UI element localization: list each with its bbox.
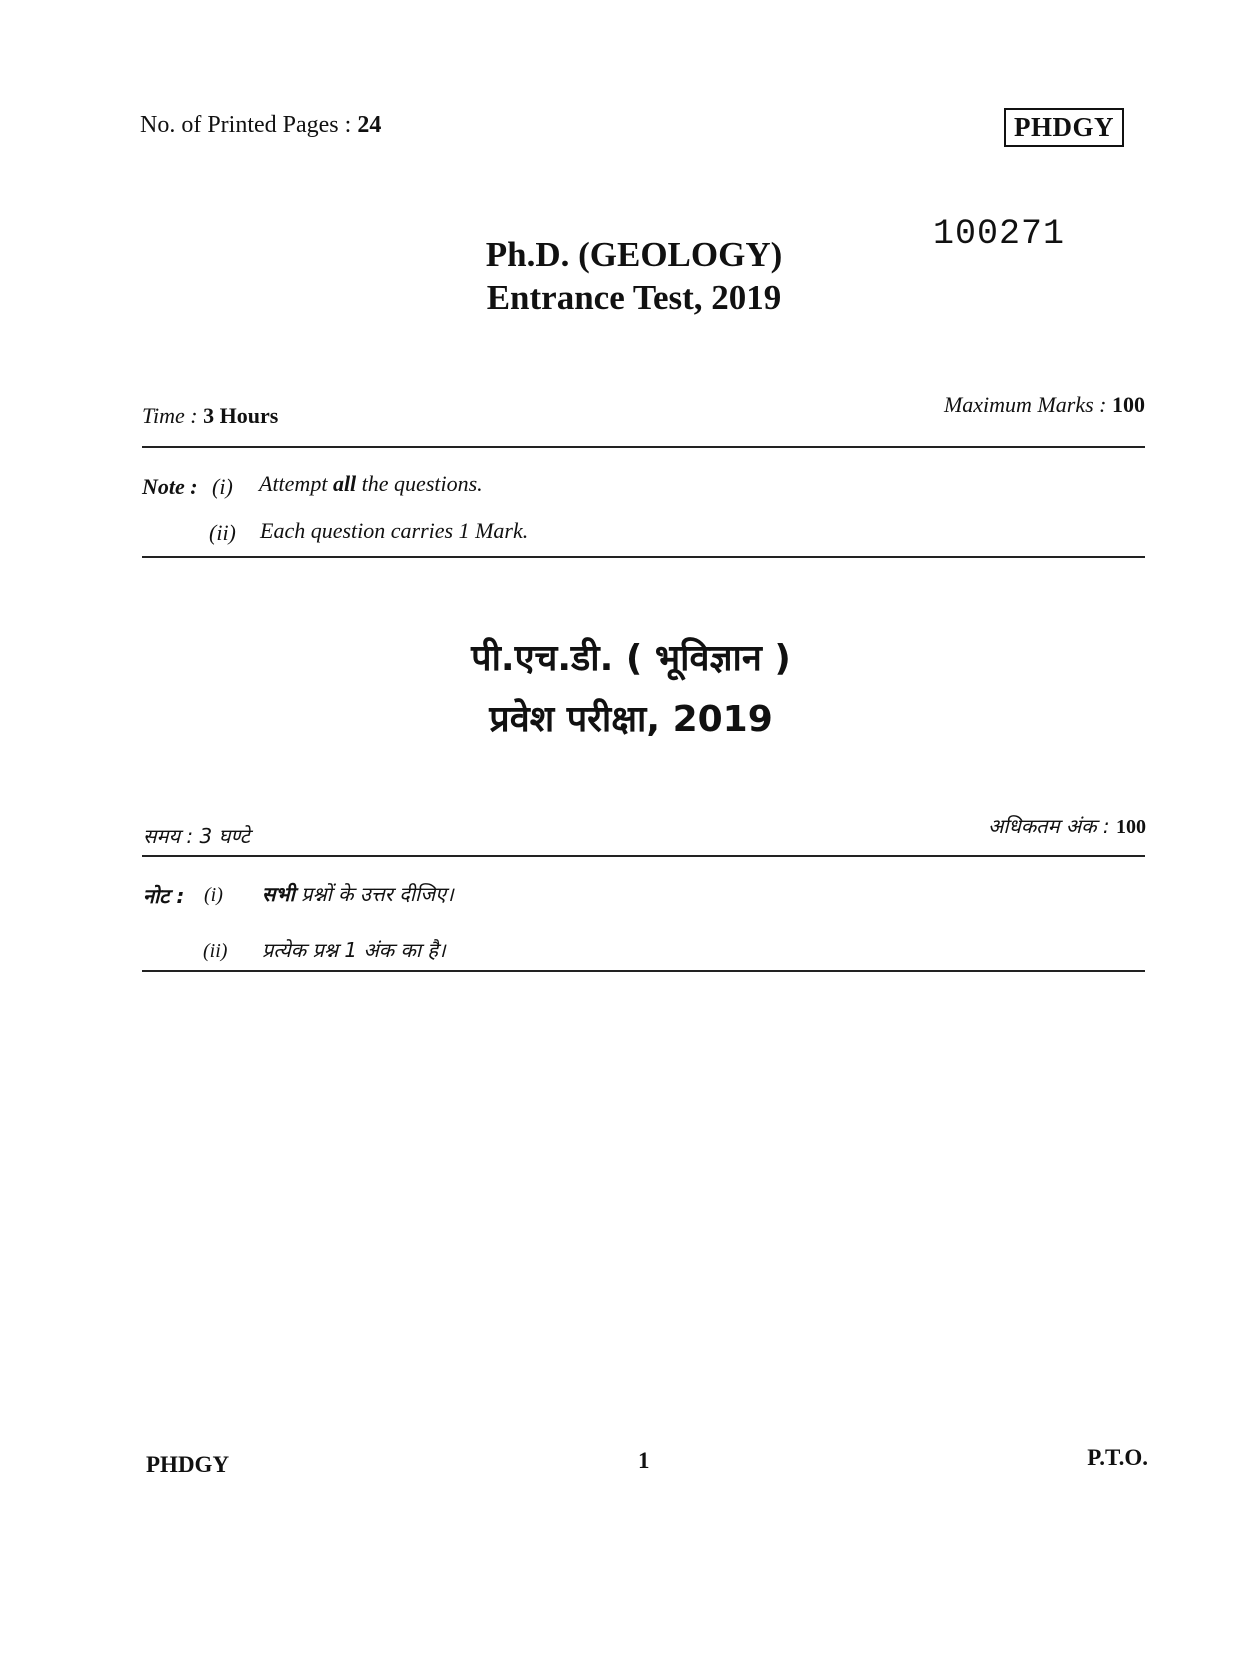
exam-subtitle-hi: प्रवेश परीक्षा, 2019 (489, 699, 773, 740)
note-text-bold: all (332, 471, 357, 496)
note-text-post: प्रश्नों के उत्तर दीजिए। (294, 882, 454, 906)
note-number: (i) (204, 884, 223, 906)
marks-label-hi: अधिकतम अंक : (988, 814, 1116, 838)
time-allowed-hi: समय : 3 घण्टे (143, 824, 250, 848)
exam-title-en: Ph.D. (GEOLOGY) (485, 235, 783, 274)
note-item-en: Each question carries 1 Mark. (260, 518, 529, 543)
note-label-en: Note : (142, 474, 198, 499)
please-turn-over: P.T.O. (1087, 1445, 1148, 1470)
time-label-en: Time : (142, 403, 204, 428)
exam-subtitle-en: Entrance Test, 2019 (486, 278, 782, 317)
page-number: 1 (638, 1448, 650, 1473)
printed-pages-count (140, 112, 381, 139)
divider (142, 556, 1145, 558)
time-value-en: 3 Hours (203, 403, 279, 428)
marks-value-hi: 100 (1116, 816, 1146, 838)
divider (142, 446, 1145, 448)
marks-value-en: 100 (1112, 392, 1145, 417)
footer-paper-code: PHDGY (146, 1452, 230, 1477)
divider (142, 970, 1145, 972)
exam-title-hi: पी.एच.डी. ( भूविज्ञान ) (471, 638, 791, 679)
printed-pages-label: No. of Printed Pages : (140, 112, 358, 138)
printed-pages-value: 24 (357, 112, 382, 138)
note-item-hi: प्रत्येक प्रश्न 1 अंक का है। (262, 938, 446, 962)
note-number: (i) (212, 474, 233, 499)
serial-number: 100271 (933, 214, 1066, 254)
note-label-hi: नोट : (143, 884, 185, 908)
note-text-post: the questions. (356, 471, 483, 496)
note-text-pre: Attempt (259, 471, 333, 496)
time-allowed-en (142, 403, 278, 429)
marks-label-en: Maximum Marks : (943, 392, 1112, 417)
note-number: (ii) (209, 520, 236, 545)
note-number: (ii) (203, 940, 228, 962)
maximum-marks-en (944, 392, 1145, 418)
divider (142, 855, 1145, 857)
paper-code-box: PHDGY (1004, 108, 1124, 147)
note-text-bold: सभी (262, 882, 295, 906)
note-item-en (259, 471, 483, 497)
note-item-hi (262, 880, 454, 907)
maximum-marks-hi (988, 812, 1146, 839)
